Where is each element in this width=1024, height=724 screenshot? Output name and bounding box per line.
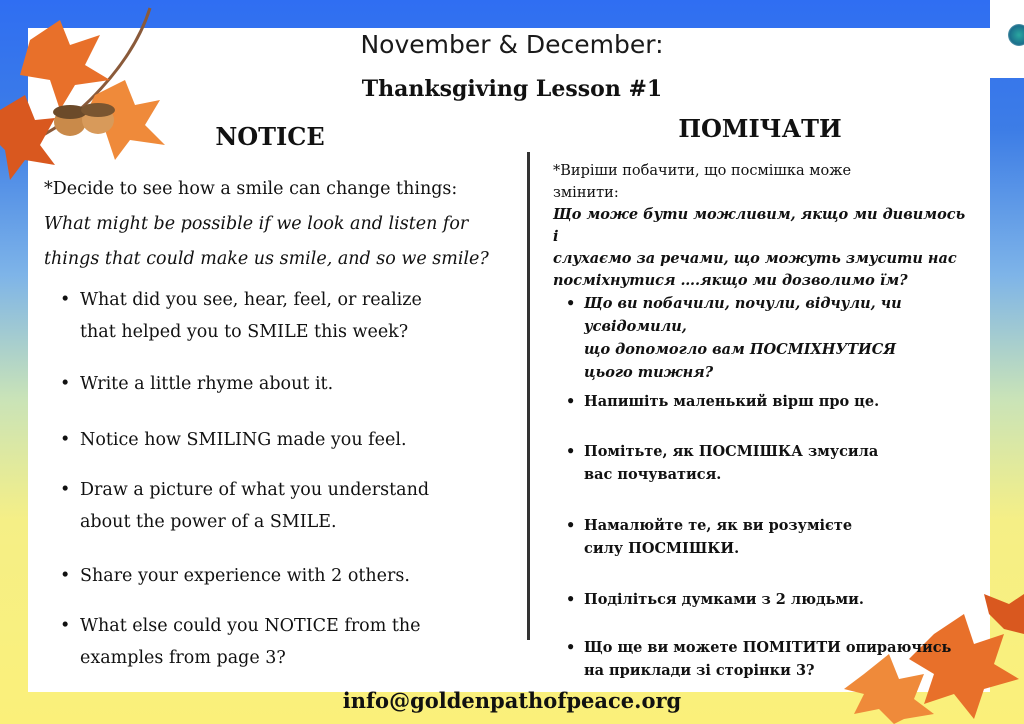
bullet-icon: • [60, 290, 71, 310]
list-item [60, 560, 520, 592]
list-item [566, 588, 984, 611]
item-text: Намалюйте те, як ви розумієте [584, 517, 853, 534]
bullet-icon: • [60, 430, 71, 450]
contact-email[interactable]: info@goldenpathofpeace.org [342, 688, 682, 713]
list-item [60, 368, 520, 400]
list-item [566, 514, 984, 560]
intro-question: What might be possible if we look and listen for [44, 214, 469, 234]
column-divider [527, 152, 530, 640]
item-text: about the power of a SMILE. [80, 512, 337, 532]
notice-heading-ukrainian: ПОМІЧАТИ [678, 114, 842, 143]
intro-line: *Виріши побачити, що посмішка може [553, 163, 852, 179]
item-text: that helped you to SMILE this week? [80, 322, 409, 342]
list-item [566, 636, 994, 682]
intro-question: посміхнутися ….якщо ми дозволимо їм? [553, 272, 908, 289]
bullet-icon: • [60, 480, 71, 500]
item-text: Напишіть маленький вірш про це. [584, 393, 880, 410]
bullet-icon: • [60, 374, 71, 394]
list-item [566, 390, 984, 413]
item-text: на приклади зі сторінки 3? [584, 662, 815, 679]
item-text: вас почуватися. [584, 466, 722, 483]
item-text: Draw a picture of what you understand [80, 480, 430, 500]
item-text: Поділіться думками з 2 людьми. [584, 591, 864, 608]
bullet-icon: • [566, 639, 576, 656]
item-text: What else could you NOTICE from the [80, 616, 421, 636]
item-text: Write a little rhyme about it. [80, 374, 334, 394]
list-item [60, 284, 520, 348]
item-text: What did you see, hear, feel, or realize [80, 290, 422, 310]
item-text: Що ви побачили, почули, відчули, чи усвідомили, [584, 295, 902, 335]
intro-question: things that could make us smile, and so we smile? [44, 249, 489, 269]
left-intro [44, 172, 514, 277]
intro-line: змінити: [553, 185, 619, 201]
intro-question: слухаємо за речами, що можуть змусити нас [553, 250, 957, 267]
bullet-icon: • [566, 443, 576, 460]
item-text: Share your experience with 2 others. [80, 566, 410, 586]
bullet-icon: • [566, 591, 576, 608]
right-intro [553, 160, 973, 292]
intro-line [44, 207, 514, 242]
intro-line: *Decide to see how a smile can change things: [44, 179, 458, 199]
list-item [60, 474, 520, 538]
item-text: Помітьте, як ПОСМІШКА змусила [584, 443, 879, 460]
page-title: November & December: [360, 30, 664, 59]
list-item [60, 424, 520, 456]
item-text: Що ще ви можете ПОМІТИТИ опираючись [584, 639, 952, 656]
list-item [566, 440, 984, 486]
bullet-icon: • [566, 393, 576, 410]
item-text: Notice how SMILING made you feel. [80, 430, 407, 450]
lesson-title: Thanksgiving Lesson #1 [361, 76, 663, 102]
item-text: examples from page 3? [80, 648, 286, 668]
list-item [60, 610, 520, 674]
bullet-icon: • [60, 566, 71, 586]
item-text: силу ПОСМІШКИ. [584, 540, 740, 557]
intro-question: Що може бути можливим, якщо ми дивимось і [553, 206, 966, 245]
bullet-icon: • [566, 295, 576, 312]
item-text: що допомогло вам ПОСМІХНУТИСЯ [584, 341, 897, 358]
list-item [566, 292, 994, 384]
item-text: цього тижня? [584, 364, 714, 381]
bullet-icon: • [60, 616, 71, 636]
intro-line [44, 242, 514, 277]
notice-heading: NOTICE [215, 122, 325, 151]
bullet-icon: • [566, 517, 576, 534]
